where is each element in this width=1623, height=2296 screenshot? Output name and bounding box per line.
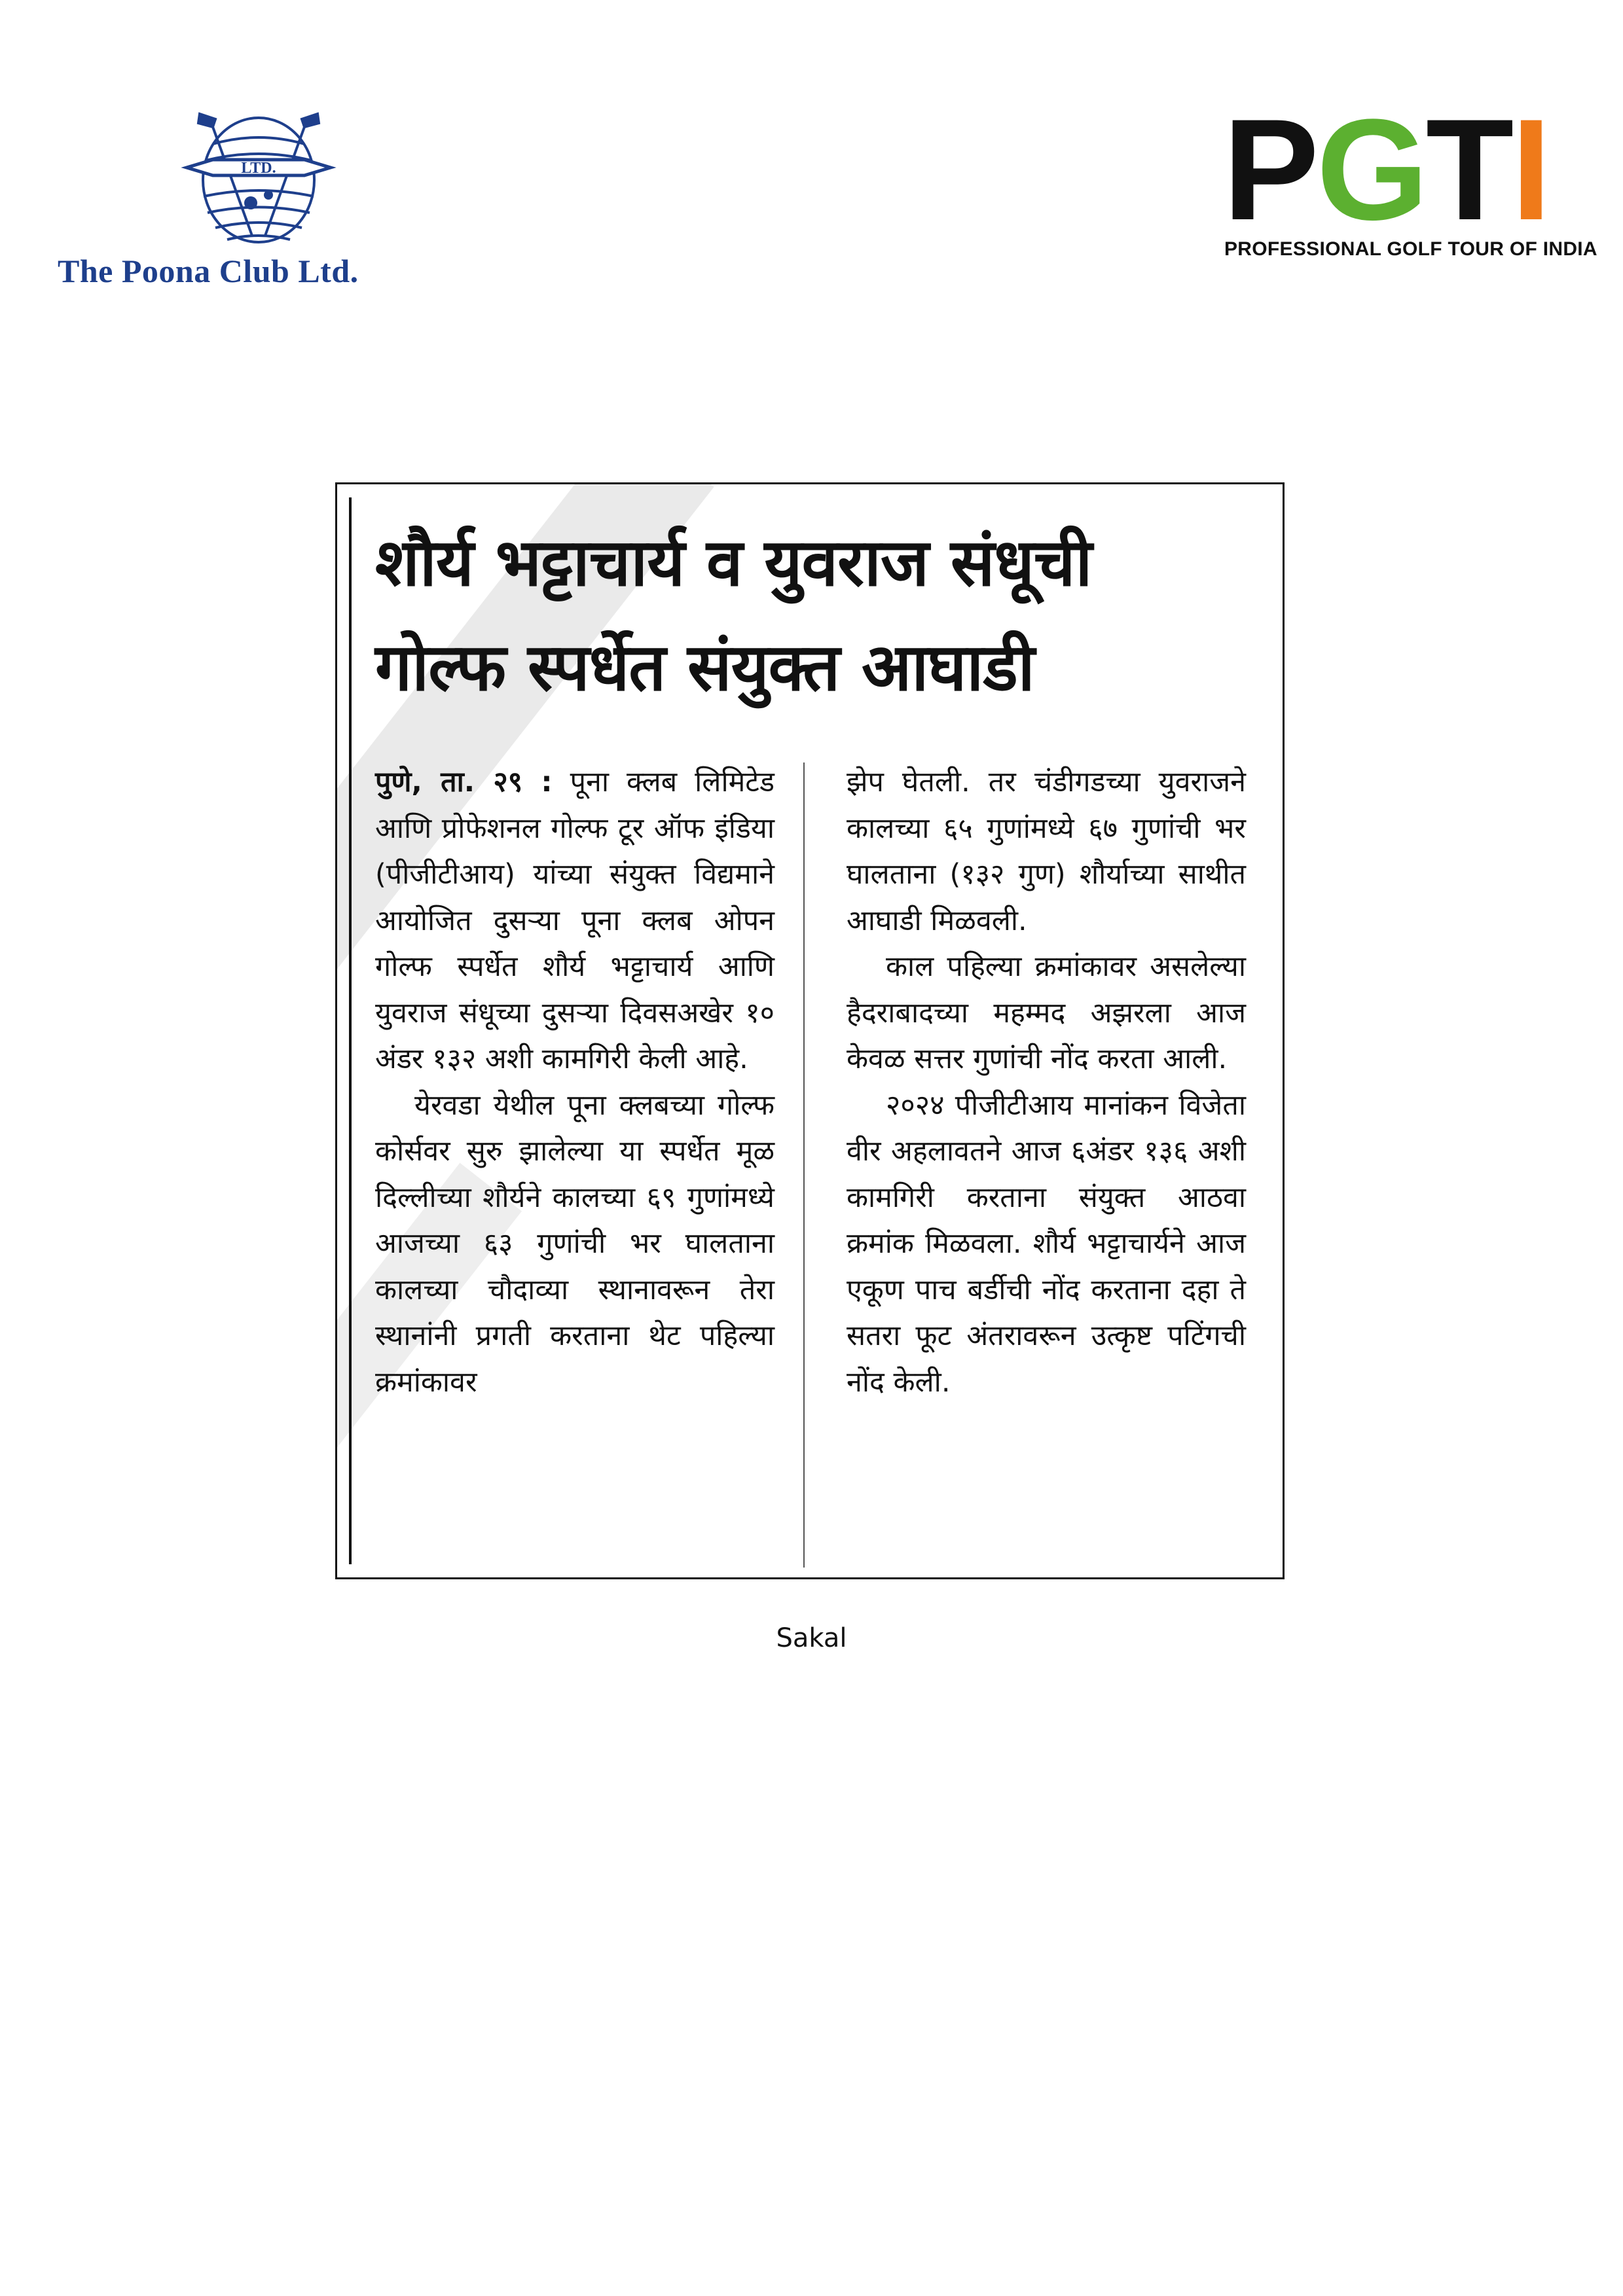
pgti-letter-i: I	[1511, 89, 1549, 250]
column-rule	[349, 497, 352, 1564]
paragraph-text: पूना क्लब लिमिटेड आणि प्रोफेशनल गोल्फ टूर ऑफ इंडिया (पीजीटीआय) यांच्या संयुक्त विद्यमाने आयोजित दुसऱ्या पूना क्लब ओपन गोल्फ स्पर्धेत शौर्य भट्टाचार्य आणि युवराज संधूच्या दुसऱ्या दिवसअखेर १० अंडर १३२ अशी कामगिरी केली आहे.	[375, 766, 775, 1075]
pgti-letter-p: P	[1223, 89, 1317, 250]
pgti-letter-g: G	[1316, 89, 1426, 250]
dateline: पुणे, ता. २९ :	[375, 766, 553, 798]
newspaper-clipping	[335, 482, 1285, 1579]
poona-club-logo	[52, 105, 439, 288]
emblem-banner-text: LTD.	[241, 160, 276, 177]
pgti-wordmark	[1223, 89, 1549, 250]
article-paragraph: २०२४ पीजीटीआय मानांकन विजेता वीर अहलावतने आज ६अंडर १३६ अशी कामगिरी करताना संयुक्त आठवा क्रमांक मिळवला. शौर्य भट्टाचार्यने आज एकूण पाच बर्डीची नोंद करताना दहा ते सतरा फूट अंतरावरून उत्कृष्ट पटिंगची नोंद केली.	[847, 1088, 1246, 1399]
headline-line-1: शौर्य भट्टाचार्य व युवराज संधूची	[375, 524, 1092, 601]
pgti-logo	[1223, 89, 1597, 270]
article-column-right	[847, 759, 1246, 1405]
pgti-tagline: PROFESSIONAL GOLF TOUR OF INDIA	[1224, 238, 1597, 260]
headline-line-2: गोल्फ स्पर्धेत संयुक्त आघाडी	[375, 629, 1034, 706]
article-paragraph: येरवडा येथील पूना क्लबच्या गोल्फ कोर्सवर सुरु झालेल्या या स्पर्धेत मूळ दिल्लीच्या शौर्यने कालच्या ६९ गुणांमध्ये आजच्या ६३ गुणांची भर घालताना कालच्या चौदाव्या स्थानावरून तेरा स्थानांनी प्रगती करताना थेट पहिल्या क्रमांकावर	[375, 1088, 775, 1399]
poona-club-name: The Poona Club Ltd.	[58, 253, 359, 289]
poona-club-crest-icon	[173, 105, 344, 249]
article-paragraph: काल पहिल्या क्रमांकावर असलेल्या हैदराबादच्या महम्मद अझरला आज केवळ सत्तर गुणांची नोंद करता आली.	[847, 950, 1246, 1075]
article-paragraph: झेप घेतली. तर चंडीगडच्या युवराजने कालच्या ६५ गुणांमध्ये ६७ गुणांची भर घालताना (१३२ गुण) शौर्याच्या साथीत आघाडी मिळवली.	[847, 766, 1246, 937]
article-paragraph	[375, 759, 775, 1083]
article-column-left	[375, 759, 775, 1405]
article-headline	[375, 511, 1266, 720]
pgti-letter-t: T	[1425, 89, 1512, 250]
source-caption: Sakal	[776, 1623, 847, 1653]
column-divider	[803, 762, 805, 1568]
